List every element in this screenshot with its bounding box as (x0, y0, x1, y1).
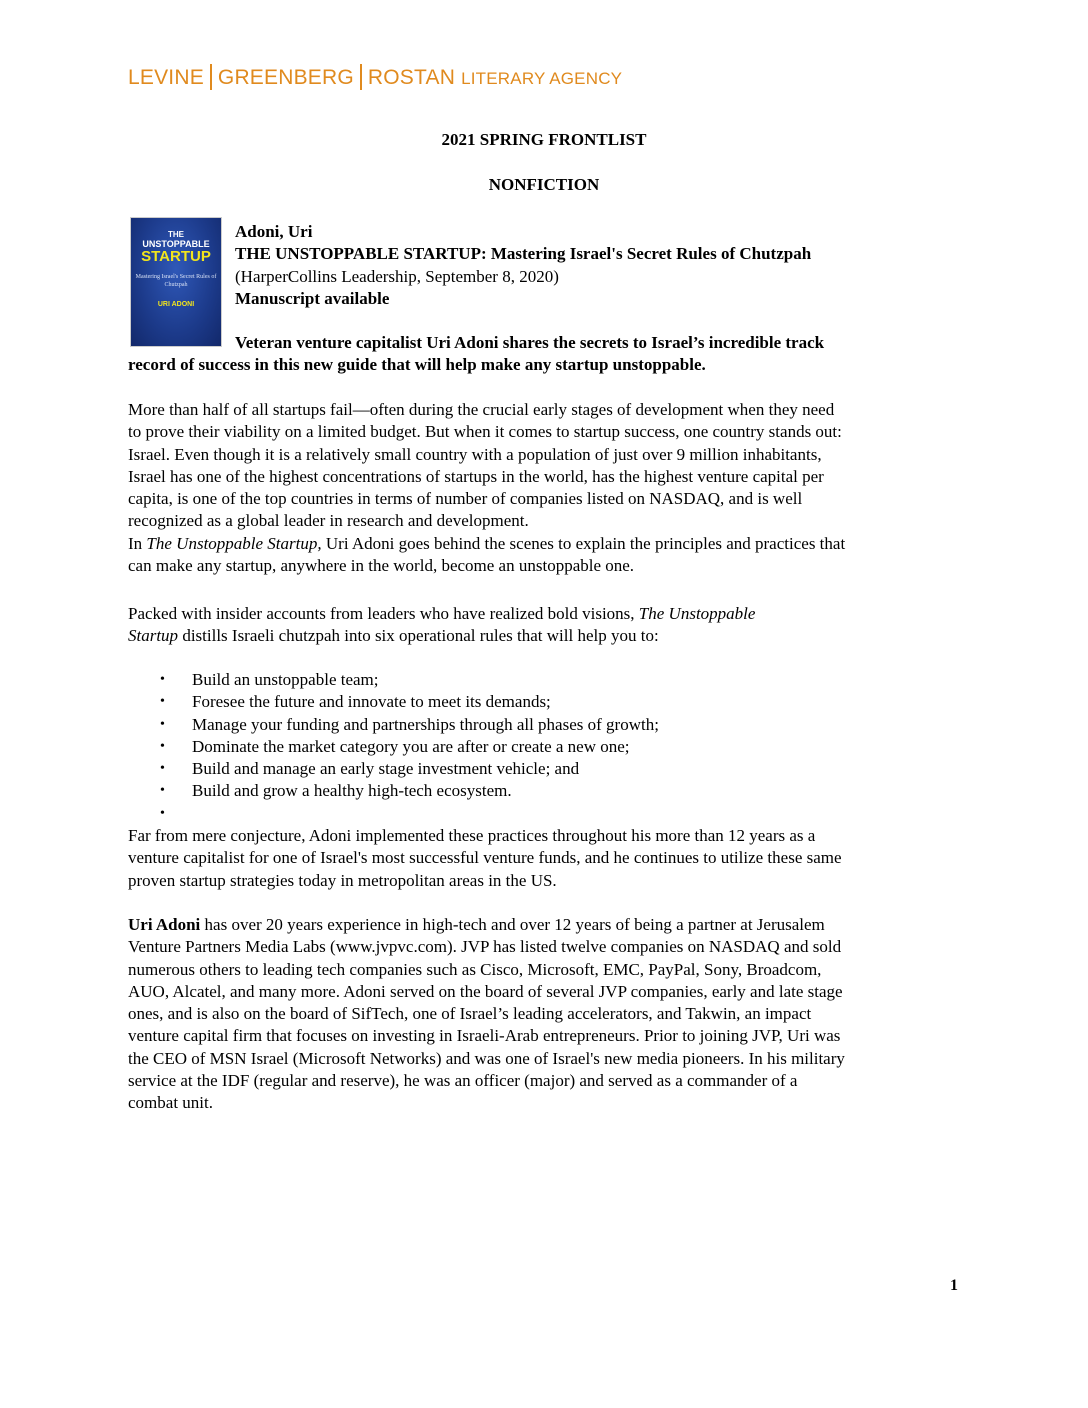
book-status: Manuscript available (235, 288, 390, 308)
list-item: • Build and manage an early stage investment vehicle; and (160, 758, 659, 780)
text-line: service at the IDF (regular and reserve), he was an officer (major) and served as a commander of a (128, 1071, 798, 1091)
tagline-line-2: record of success in this new guide that will help make any startup unstoppable. (128, 355, 706, 374)
cover-line-unstoppable: UNSTOPPABLE (142, 239, 210, 249)
text-line (128, 625, 968, 647)
text-line: numerous others to leading tech companies such as Cisco, Microsoft, EMC, PayPal, Sony, Broadcom, (128, 959, 822, 979)
text-line: combat unit. (128, 1093, 213, 1113)
text-line: to prove their viability on a limited budget. But when it comes to startup success, one country stands out: (128, 422, 842, 442)
list-item: • Build an unstoppable team; (160, 669, 659, 691)
text-span: In (128, 533, 147, 553)
book-title-italic: The Unstoppable Startup, (146, 533, 322, 553)
document-title: 2021 SPRING FRONTLIST (441, 130, 647, 149)
list-item-empty (160, 803, 659, 825)
logo-greenberg: GREENBERG (217, 66, 354, 89)
paragraph-intro (128, 399, 968, 577)
book-cover-image (131, 218, 221, 346)
logo-divider (360, 64, 362, 90)
text-span: Packed with insider accounts from leaders who have realized bold visions, (128, 604, 639, 623)
book-title-italic: Startup (128, 626, 179, 646)
text-line: can make any startup, anywhere in the world, become an unstoppable one. (128, 556, 635, 576)
text-line: Far from mere conjecture, Adoni implemented these practices throughout his more than 12 years as a (128, 826, 816, 845)
list-item: • Dominate the market category you are after or create a new one; (160, 736, 659, 758)
text-line: the CEO of MSN Israel (Microsoft Networks) and was one of Israel's new media pioneers. In his military (128, 1048, 845, 1068)
text-span: has over 20 years experience in high-tech and over 12 years of being a partner at Jerusalem (200, 915, 825, 934)
text-span: distills Israeli chutzpah into six operational rules that will help you to: (178, 626, 659, 646)
book-title: THE UNSTOPPABLE STARTUP: Mastering Israel's Secret Rules of Chutzpah (235, 244, 812, 264)
text-line: venture capitalist for one of Israel's most successful venture funds, and he continues to utilize these same (128, 848, 842, 868)
cover-line-the: THE (168, 230, 184, 239)
section-heading: NONFICTION (488, 175, 600, 194)
book-info (235, 221, 811, 310)
agency-logo (128, 64, 622, 90)
text-span: Uri Adoni goes behind the scenes to explain the principles and practices that (321, 533, 846, 553)
list-item: • Build and grow a healthy high-tech ecosystem. (160, 780, 659, 802)
cover-line-startup: STARTUP (141, 248, 211, 265)
text-line: capita, is one of the top countries in terms of number of companies listed on NASDAQ, and is well (128, 489, 803, 509)
logo-divider (210, 64, 212, 90)
text-line: Venture Partners Media Labs (www.jvpvc.com). JVP has listed twelve companies on NASDAQ and sold (128, 937, 842, 957)
logo-literary-agency: LITERARY AGENCY (461, 69, 623, 88)
cover-author: URI ADONI (157, 301, 195, 308)
book-title-italic: The Unstoppable (638, 604, 756, 623)
paragraph-conjecture (128, 825, 968, 892)
book-publisher: (HarperCollins Leadership, September 8, 2020) (235, 266, 559, 286)
text-line: Israel. Even though it is a relatively small country with a population of just over 9 million inhabitants, (128, 444, 822, 464)
page-number: 1 (950, 1277, 958, 1294)
tagline-line-1: Veteran venture capitalist Uri Adoni shares the secrets to Israel’s incredible track (235, 333, 825, 352)
text-line: recognized as a global leader in research and development. (128, 511, 529, 531)
text-line: proven startup strategies today in metropolitan areas in the US. (128, 870, 557, 890)
logo-levine: LEVINE (128, 66, 204, 89)
text-line: Israel has one of the highest concentrations of startups in the world, has the highest venture capital per (128, 466, 824, 486)
logo-rostan: ROSTAN (367, 66, 456, 89)
text-line (128, 914, 968, 936)
cover-subtitle: Mastering Israel's Secret Rules of Chutzpah (135, 274, 217, 288)
book-author: Adoni, Uri (235, 222, 313, 241)
text-line (128, 603, 968, 625)
author-bio (128, 914, 968, 1115)
text-line (128, 533, 968, 555)
list-item: • Foresee the future and innovate to meet its demands; (160, 691, 659, 713)
rules-list (160, 669, 659, 825)
text-line: ones, and is also on the board of SifTech, one of Israel’s leading accelerators, and Takwin, an impact (128, 1004, 812, 1024)
list-item: • Manage your funding and partnerships through all phases of growth; (160, 714, 659, 736)
text-line: venture capital firm that focuses on investing in Israeli-Arab entrepreneurs. Prior to joining JVP, Uri was (128, 1026, 841, 1046)
text-line: AUO, Alcatel, and many more. Adoni served on the board of several JVP companies, early and late stage (128, 981, 843, 1001)
paragraph-packed (128, 603, 968, 648)
text-line: More than half of all startups fail—often during the crucial early stages of development when they need (128, 400, 835, 419)
bio-name: Uri Adoni (128, 915, 201, 934)
